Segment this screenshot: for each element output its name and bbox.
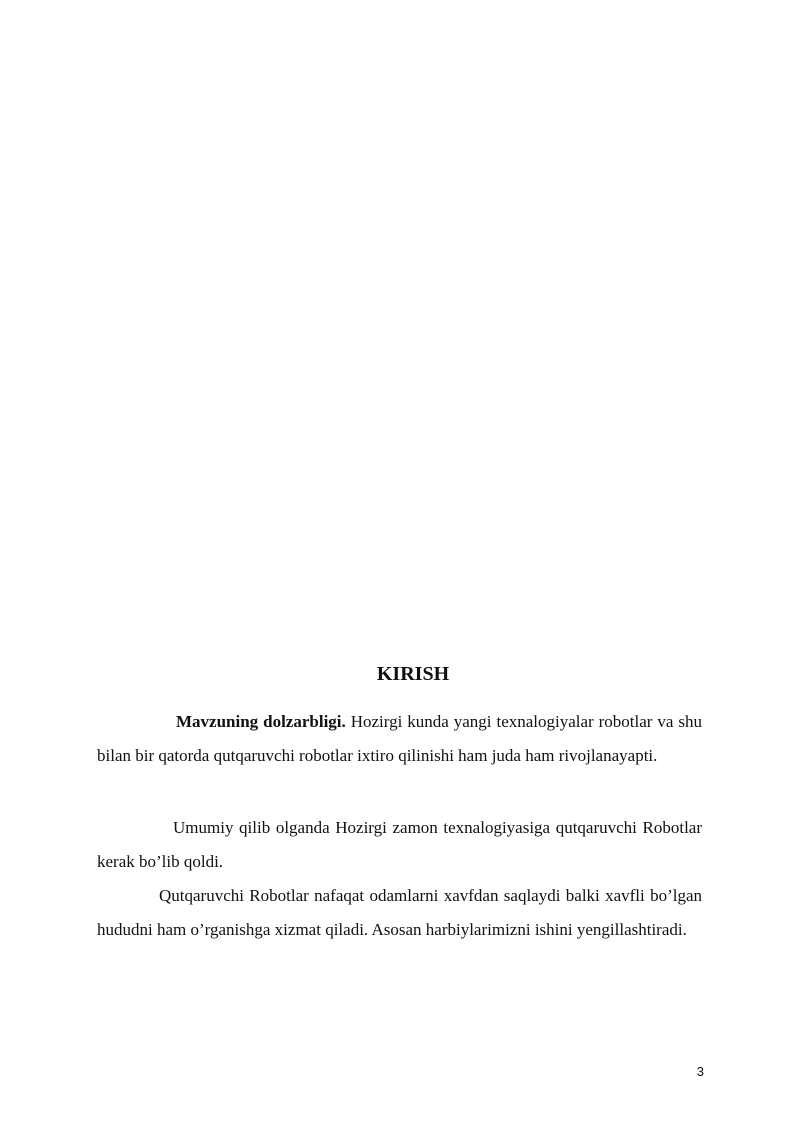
section-heading: KIRISH [376,663,450,685]
paragraph-lead: Mavzuning dolzarbligi. [176,712,346,731]
paragraph-general [97,811,702,879]
paragraph-rescue-robots [97,879,702,947]
paragraph-text: Umumiy qilib olganda Hozirgi zamon texnalogiyasiga qutqaruvchi Robotlar kerak bo’lib qoldi. [97,818,702,871]
paragraph-text: Qutqaruvchi Robotlar nafaqat odamlarni xavfdan saqlaydi balki xavfli bo’lgan hududni ham o’rganishga xizmat qiladi. Asosan harbiylarimizni ishini yengillashtiradi. [97,886,702,939]
paragraph-text: Hozirgi kunda yangi texnalogiyalar robotlar va shu bilan bir qatorda qutqaruvchi robotlar ixtiro qilinishi ham juda ham rivojlanayapti. [97,712,703,765]
page-number: 3 [696,1064,704,1079]
paragraph-relevance [97,705,702,773]
